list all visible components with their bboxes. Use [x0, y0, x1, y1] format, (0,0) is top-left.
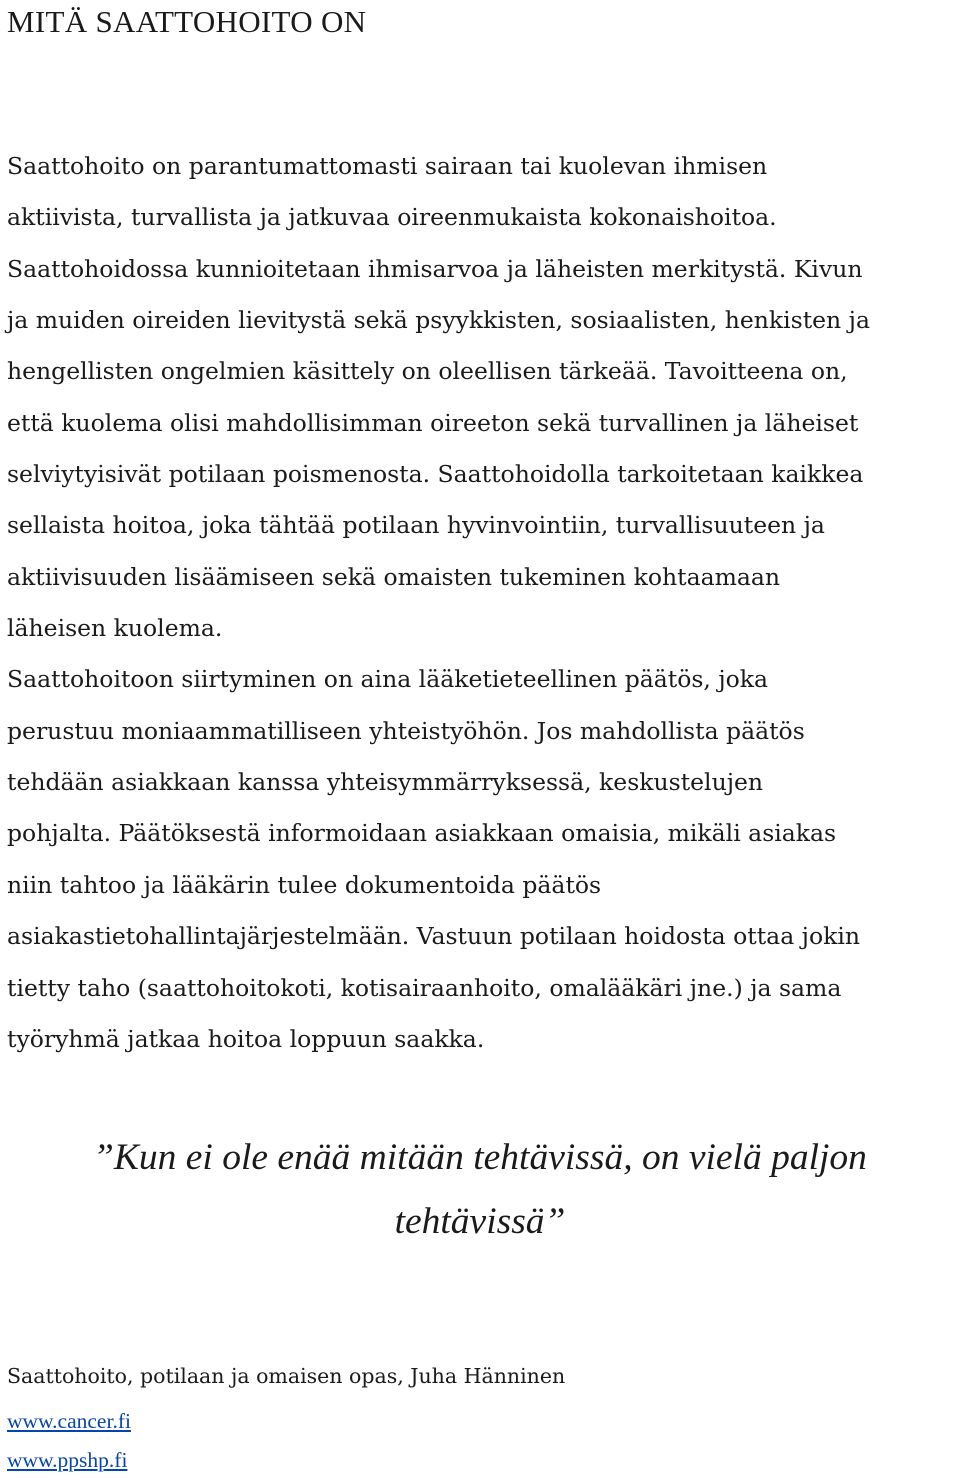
link-cancer[interactable]: www.cancer.fi [7, 1409, 131, 1433]
body-line: läheisen kuolema. [7, 614, 223, 643]
quote-line: ”Kun ei ole enää mitään tehtävissä, on vielä paljon [93, 1137, 867, 1178]
link-ppshp[interactable]: www.ppshp.fi [7, 1448, 128, 1472]
body-line: selviytyisivät potilaan poismenosta. Saattohoidolla tarkoitetaan kaikkea [7, 460, 864, 489]
body-line: Saattohoidossa kunnioitetaan ihmisarvoa ja läheisten merkitystä. Kivun [7, 254, 863, 283]
body-line: Saattohoitoon siirtyminen on aina lääketieteellinen päätös, joka [7, 665, 769, 694]
body-line: tietty taho (saattohoitokoti, kotisairaanhoito, omalääkäri jne.) ja sama [7, 973, 842, 1002]
source-citation: Saattohoito, potilaan ja omaisen opas, Juha Hänninen [7, 1364, 566, 1388]
body-line: Saattohoito on parantumattomasti sairaan tai kuolevan ihmisen [7, 152, 768, 180]
quote [0, 1126, 960, 1254]
body-line: niin tahtoo ja lääkärin tulee dokumentoida päätös [7, 870, 602, 899]
body-line: aktiivista, turvallista ja jatkuvaa oireenmukaista kokonaishoitoa. [7, 203, 777, 232]
body-line: aktiivisuuden lisäämiseen sekä omaisten tukeminen kohtaamaan [7, 562, 781, 591]
body-line: sellaista hoitoa, joka tähtää potilaan hyvinvointiin, turvallisuuteen ja [7, 511, 825, 540]
body-line: hengellisten ongelmien käsittely on oleellisen tärkeää. Tavoitteena on, [7, 357, 848, 386]
body-line: pohjalta. Päätöksestä informoidaan asiakkaan omaisia, mikäli asiakas [7, 819, 837, 848]
body-text [7, 141, 960, 1065]
quote-line: tehtävissä” [394, 1201, 566, 1242]
body-line: tehdään asiakkaan kanssa yhteisymmärryksessä, keskustelujen [7, 768, 764, 797]
body-line: perustuu moniaammatilliseen yhteistyöhön. Jos mahdollista päätös [7, 716, 805, 745]
body-line: ja muiden oireiden lievitystä sekä psyykkisten, sosiaalisten, henkisten ja [7, 306, 870, 335]
body-line: että kuolema olisi mahdollisimman oireeton sekä turvallinen ja läheiset [7, 408, 859, 437]
page-title: MITÄ SAATTOHOITO ON [7, 4, 367, 39]
body-line: asiakastietohallintajärjestelmään. Vastuun potilaan hoidosta ottaa jokin [7, 922, 860, 951]
body-line: työryhmä jatkaa hoitoa loppuun saakka. [7, 1024, 485, 1053]
